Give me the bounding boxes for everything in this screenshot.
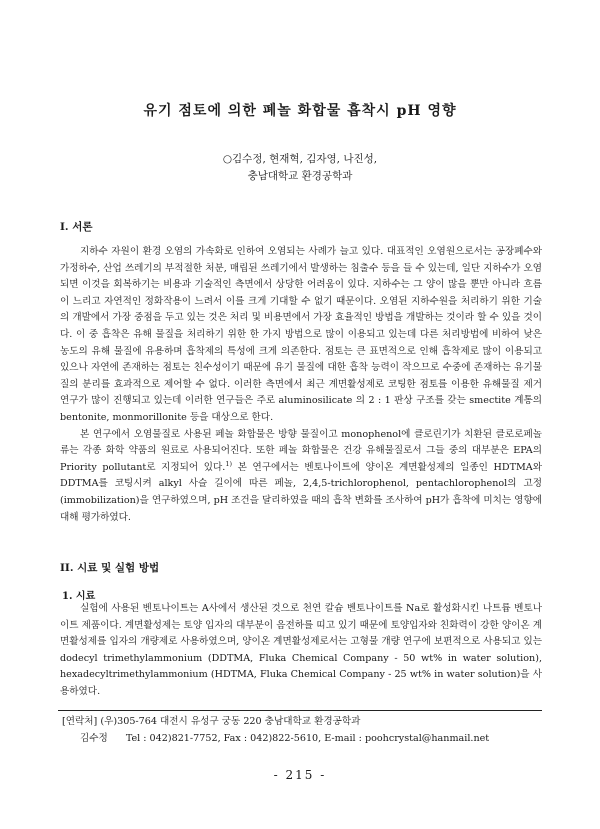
contact-phone: Tel : 042)821-7752, Fax : 042)822-5610, E-mail : poohcrystal@hanmail.net: [125, 733, 490, 744]
author-names: ○김수정, 현재혁, 김자영, 나진성,: [222, 153, 378, 165]
samples-body: [60, 601, 542, 701]
footer-divider: [58, 710, 542, 711]
section-heading-methods: II. 시료 및 실험 방법: [60, 562, 160, 574]
subsection-heading-samples: 1. 시료: [62, 591, 96, 602]
paper-title: 유기 점토에 의한 폐놀 화합물 흡착시 pH 영향: [143, 103, 457, 119]
introduction-paragraph-2: [60, 427, 542, 527]
author-affiliation: 충남대학교 환경공학과: [247, 170, 353, 182]
samples-paragraph-1: 실험에 사용된 벤토나이트는 A사에서 생산된 것으로 천연 칼슘 벤토나이트를 Na로 활성화시킨 나트륨 벤토나이트 제품이다. 계면활성제는 토양 입자의 대부분이 음전하를 띠고 있기 때문에 토양입자와 친화력이 강한 양이온 계면활성제를 입자의 개량제로 사용하였으며, 양이온 계면활성제로서는 고형물 개량 연구에 보편적으로 사용되고 있는 dodecyl trimethylammonium (DDTMA, Fluka Chemical Company - 50 wt% in water solution), hexadecyltrimethylammonium (HDTMA, Fluka Chemical Company - 25 wt% in water solution)을 사용하였다.: [60, 603, 542, 697]
introduction-body: [60, 244, 542, 526]
section-heading-introduction: I. 서론: [60, 221, 93, 233]
introduction-paragraph-1: 지하수 자원이 환경 오염의 가속화로 인하여 오염되는 사례가 늘고 있다. 대표적인 오염원으로서는 공장폐수와 가정하수, 산업 쓰레기의 부적절한 처분, 매립된 쓰레기에서 발생하는 침출수 등을 들 수 있는데, 일단 지하수가 오염되면 이것을 회복하기는 비용과 기술적인 측면에서 상당한 어려움이 있다. 지하수는 그 양이 많을 뿐만 아니라 흐름이 느리고 자연적인 정화작용이 느려서 이를 크게 기대할 수 없기 때문이다. 오염된 지하수원을 처리하기 위한 기술의 개발에서 가장 중점을 두고 있는 것은 처리 및 비용면에서 가장 효율적인 방법을 개발하는 것이라 할 수 있을 것이다. 이 중 흡착은 유해 물질을 처리하기 위한 한 가지 방법으로 많이 이용되고 있는데 다른 처리방법에 비하여 낮은 농도의 유해 물질에 유용하며 흡착제의 특성에 크게 의존한다. 점토는 큰 표면적으로 인해 흡착제로 많이 이용되고 있으나 자연에 존재하는 점토는 친수성이기 때문에 유기 물질에 대한 흡착 능력이 작으므로 수중에 존재하는 유기물질의 분리를 효과적으로 제어할 수 없다. 이러한 측면에서 최근 계면활성제로 코팅한 점토를 이용한 유해물질 제거 연구가 많이 진행되고 있는데 이러한 연구들은 주로 aluminosilicate 의 2 : 1 판상 구조를 갖는 smectite 계통의 bentonite, monmorillonite 등을 대상으로 한다.: [60, 246, 542, 423]
introduction-paragraph-2-text-b: 본 연구에서는 벤토나이트에 양이온 계면활성제의 일종인 HDTMA와 DDTMA를 코팅시켜 alkyl 사슬 길이에 따른 페놀, 2,4,5-trichlorophenol, pentachlorophenol의 고정 (immobilization)을 연구하였으며, pH 조건을 달리하였을 때의 흡착 변화를 조사하여 pH가 흡착에 미치는 영향에 대해 평가하였다.: [60, 461, 543, 523]
contact-address-line: [62, 714, 360, 730]
contact-address: (우)305-764 대전시 유성구 궁동 220 충남대학교 환경공학과: [100, 716, 361, 727]
page-number: - 215 -: [273, 768, 327, 782]
contact-name: 김수정: [80, 733, 108, 744]
contact-label: [연락처]: [62, 716, 98, 727]
footnote-ref: 1): [225, 459, 233, 468]
introduction-paragraph-2-text-a: 본 연구에서 오염물질로 사용된 페놀 화합물은 방향 물질이고 monophenol에 클로린기가 치환된 클로로페놀류는 각종 화학 약품의 원료로 사용되어진다. 또한 페놀 화합물은 건강 유해물질로서 그들 중의 대부분은 EPA의 Priority pollutant로 지정되어 있다.: [60, 428, 542, 473]
author-block: [0, 151, 600, 185]
contact-person-line: [80, 731, 489, 747]
